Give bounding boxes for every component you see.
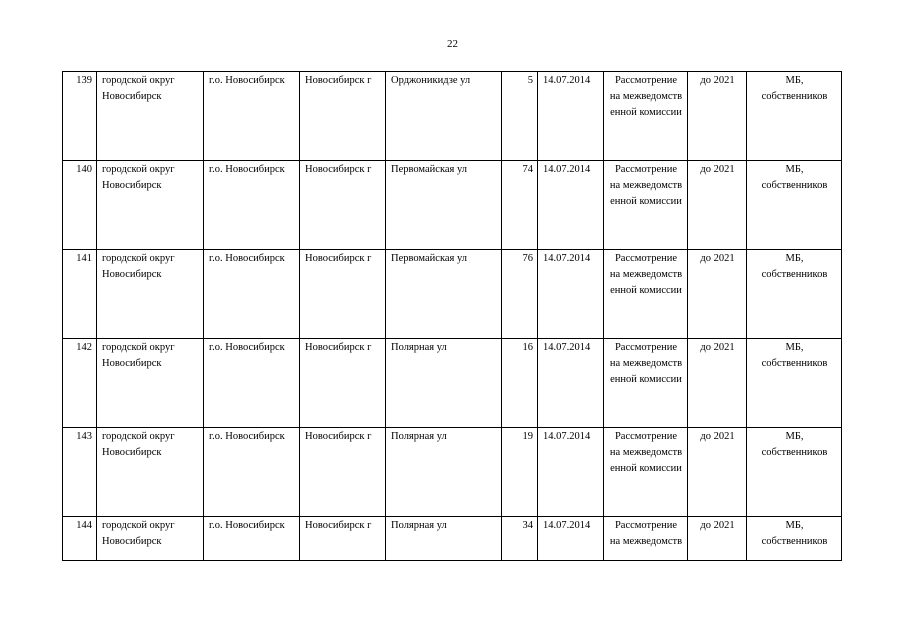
city: Новосибирск г: [300, 161, 386, 250]
settlement: г.о. Новосибирск: [204, 428, 300, 517]
recognition-date: 14.07.2014: [538, 428, 604, 517]
house-number: 16: [502, 339, 538, 428]
settlement: г.о. Новосибирск: [204, 339, 300, 428]
recognition-date: 14.07.2014: [538, 250, 604, 339]
city: Новосибирск г: [300, 72, 386, 161]
settlement: г.о. Новосибирск: [204, 517, 300, 561]
municipal-district: городской округ Новосибирск: [97, 250, 204, 339]
row-number: 143: [63, 428, 97, 517]
table-row: [63, 72, 842, 161]
recognition-date: 14.07.2014: [538, 161, 604, 250]
table-row: [63, 428, 842, 517]
house-number: 5: [502, 72, 538, 161]
status: Рассмотрение на межведомств: [604, 517, 688, 561]
table-row: [63, 161, 842, 250]
planned-term: до 2021: [688, 250, 747, 339]
status: Рассмотрение на межведомств енной комиссии: [604, 161, 688, 250]
house-number: 34: [502, 517, 538, 561]
city: Новосибирск г: [300, 250, 386, 339]
settlement: г.о. Новосибирск: [204, 250, 300, 339]
funding-source: МБ, собственников: [747, 339, 842, 428]
status: Рассмотрение на межведомств енной комиссии: [604, 72, 688, 161]
settlement: г.о. Новосибирск: [204, 72, 300, 161]
housing-register-table: [62, 71, 842, 561]
house-number: 74: [502, 161, 538, 250]
funding-source: МБ, собственников: [747, 72, 842, 161]
house-number: 19: [502, 428, 538, 517]
house-number: 76: [502, 250, 538, 339]
settlement: г.о. Новосибирск: [204, 161, 300, 250]
recognition-date: 14.07.2014: [538, 339, 604, 428]
street: Первомайская ул: [386, 161, 502, 250]
table-row: [63, 339, 842, 428]
municipal-district: городской округ Новосибирск: [97, 161, 204, 250]
status: Рассмотрение на межведомств енной комиссии: [604, 339, 688, 428]
planned-term: до 2021: [688, 517, 747, 561]
municipal-district: городской округ Новосибирск: [97, 428, 204, 517]
city: Новосибирск г: [300, 339, 386, 428]
funding-source: МБ, собственников: [747, 428, 842, 517]
street: Полярная ул: [386, 428, 502, 517]
recognition-date: 14.07.2014: [538, 517, 604, 561]
planned-term: до 2021: [688, 161, 747, 250]
row-number: 141: [63, 250, 97, 339]
municipal-district: городской округ Новосибирск: [97, 339, 204, 428]
status: Рассмотрение на межведомств енной комиссии: [604, 428, 688, 517]
row-number: 140: [63, 161, 97, 250]
street: Полярная ул: [386, 339, 502, 428]
funding-source: МБ, собственников: [747, 161, 842, 250]
row-number: 139: [63, 72, 97, 161]
recognition-date: 14.07.2014: [538, 72, 604, 161]
funding-source: МБ, собственников: [747, 517, 842, 561]
planned-term: до 2021: [688, 339, 747, 428]
street: Полярная ул: [386, 517, 502, 561]
funding-source: МБ, собственников: [747, 250, 842, 339]
table-row: [63, 250, 842, 339]
street: Первомайская ул: [386, 250, 502, 339]
municipal-district: городской округ Новосибирск: [97, 72, 204, 161]
row-number: 144: [63, 517, 97, 561]
planned-term: до 2021: [688, 72, 747, 161]
city: Новосибирск г: [300, 517, 386, 561]
city: Новосибирск г: [300, 428, 386, 517]
planned-term: до 2021: [688, 428, 747, 517]
page-number: 22: [447, 38, 458, 50]
status: Рассмотрение на межведомств енной комиссии: [604, 250, 688, 339]
municipal-district: городской округ Новосибирск: [97, 517, 204, 561]
table-row: [63, 517, 842, 561]
street: Орджоникидзе ул: [386, 72, 502, 161]
row-number: 142: [63, 339, 97, 428]
